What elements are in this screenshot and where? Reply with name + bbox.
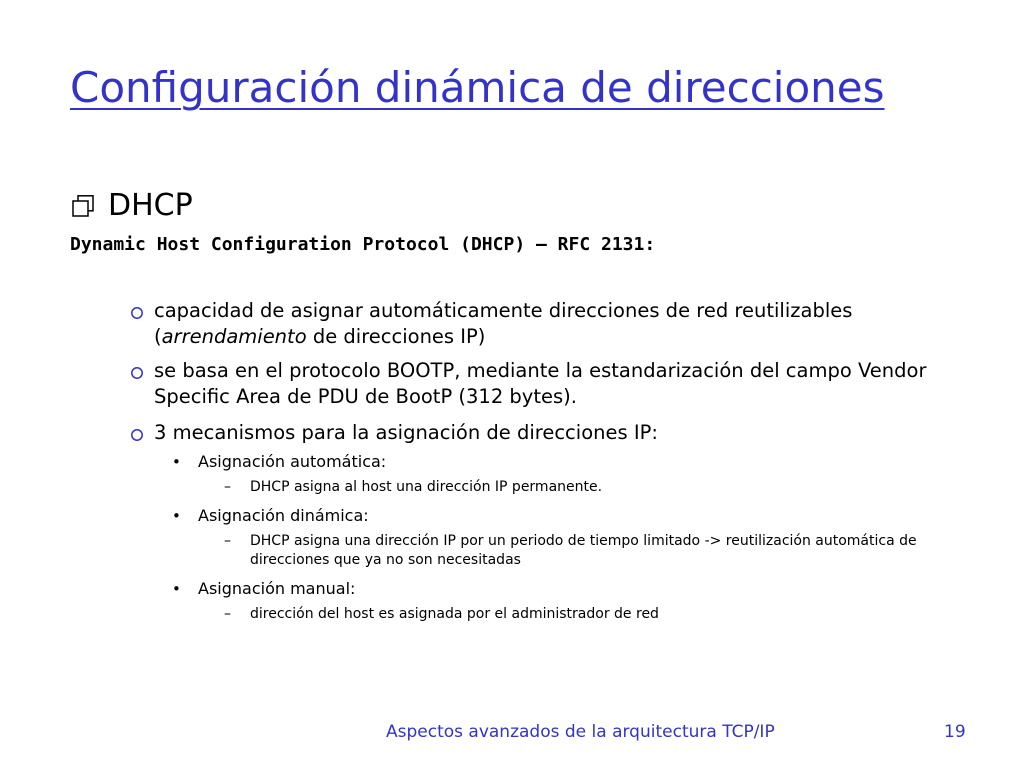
mechanism-label: Asignación manual: (198, 579, 356, 598)
mechanism-item (172, 577, 355, 601)
point-item (130, 420, 960, 446)
mechanism-detail (224, 605, 984, 624)
dot-bullet: • (172, 507, 181, 525)
footer-text: Aspectos avanzados de la arquitectura TCP/IP (386, 722, 775, 742)
mechanism-item (172, 450, 386, 474)
main-bullet-label: DHCP (108, 188, 193, 223)
slide-title: Configuración dinámica de direcciones (70, 63, 885, 112)
dash-bullet: – (224, 479, 231, 495)
circle-bullet-icon (130, 428, 144, 442)
dot-bullet: • (172, 580, 181, 598)
main-bullet (72, 186, 193, 226)
protocol-subtitle: Dynamic Host Configuration Protocol (DHCP) – RFC 2131: (70, 234, 656, 255)
mechanism-detail (224, 478, 984, 497)
dash-bullet: – (224, 606, 231, 622)
point-item (130, 298, 960, 350)
page-number: 19 (944, 722, 966, 742)
mechanism-detail-text: DHCP asigna al host una dirección IP permanente. (250, 479, 603, 495)
dot-bullet: • (172, 453, 181, 471)
mechanism-label: Asignación dinámica: (198, 506, 369, 525)
mechanism-detail (224, 532, 984, 570)
square-box-bullet-icon (72, 195, 94, 217)
point-text: 3 mecanismos para la asignación de direcciones IP: (154, 421, 658, 444)
point-text: capacidad de asignar automáticamente direcciones de red reutilizables (arrendamiento de direcciones IP) (154, 299, 853, 348)
mechanism-detail-text: DHCP asigna una dirección IP por un periodo de tiempo limitado -> reutilización automática de direcciones que ya no son necesitadas (250, 533, 917, 568)
circle-bullet-icon (130, 366, 144, 380)
point-item (130, 358, 960, 410)
circle-bullet-icon (130, 306, 144, 320)
mechanism-detail-text: dirección del host es asignada por el administrador de red (250, 606, 659, 622)
mechanism-item (172, 504, 369, 528)
point-text: se basa en el protocolo BOOTP, mediante la estandarización del campo Vendor Specific Area de PDU de BootP (312 bytes). (154, 359, 927, 408)
mechanism-label: Asignación automática: (198, 452, 387, 471)
dash-bullet: – (224, 533, 231, 549)
